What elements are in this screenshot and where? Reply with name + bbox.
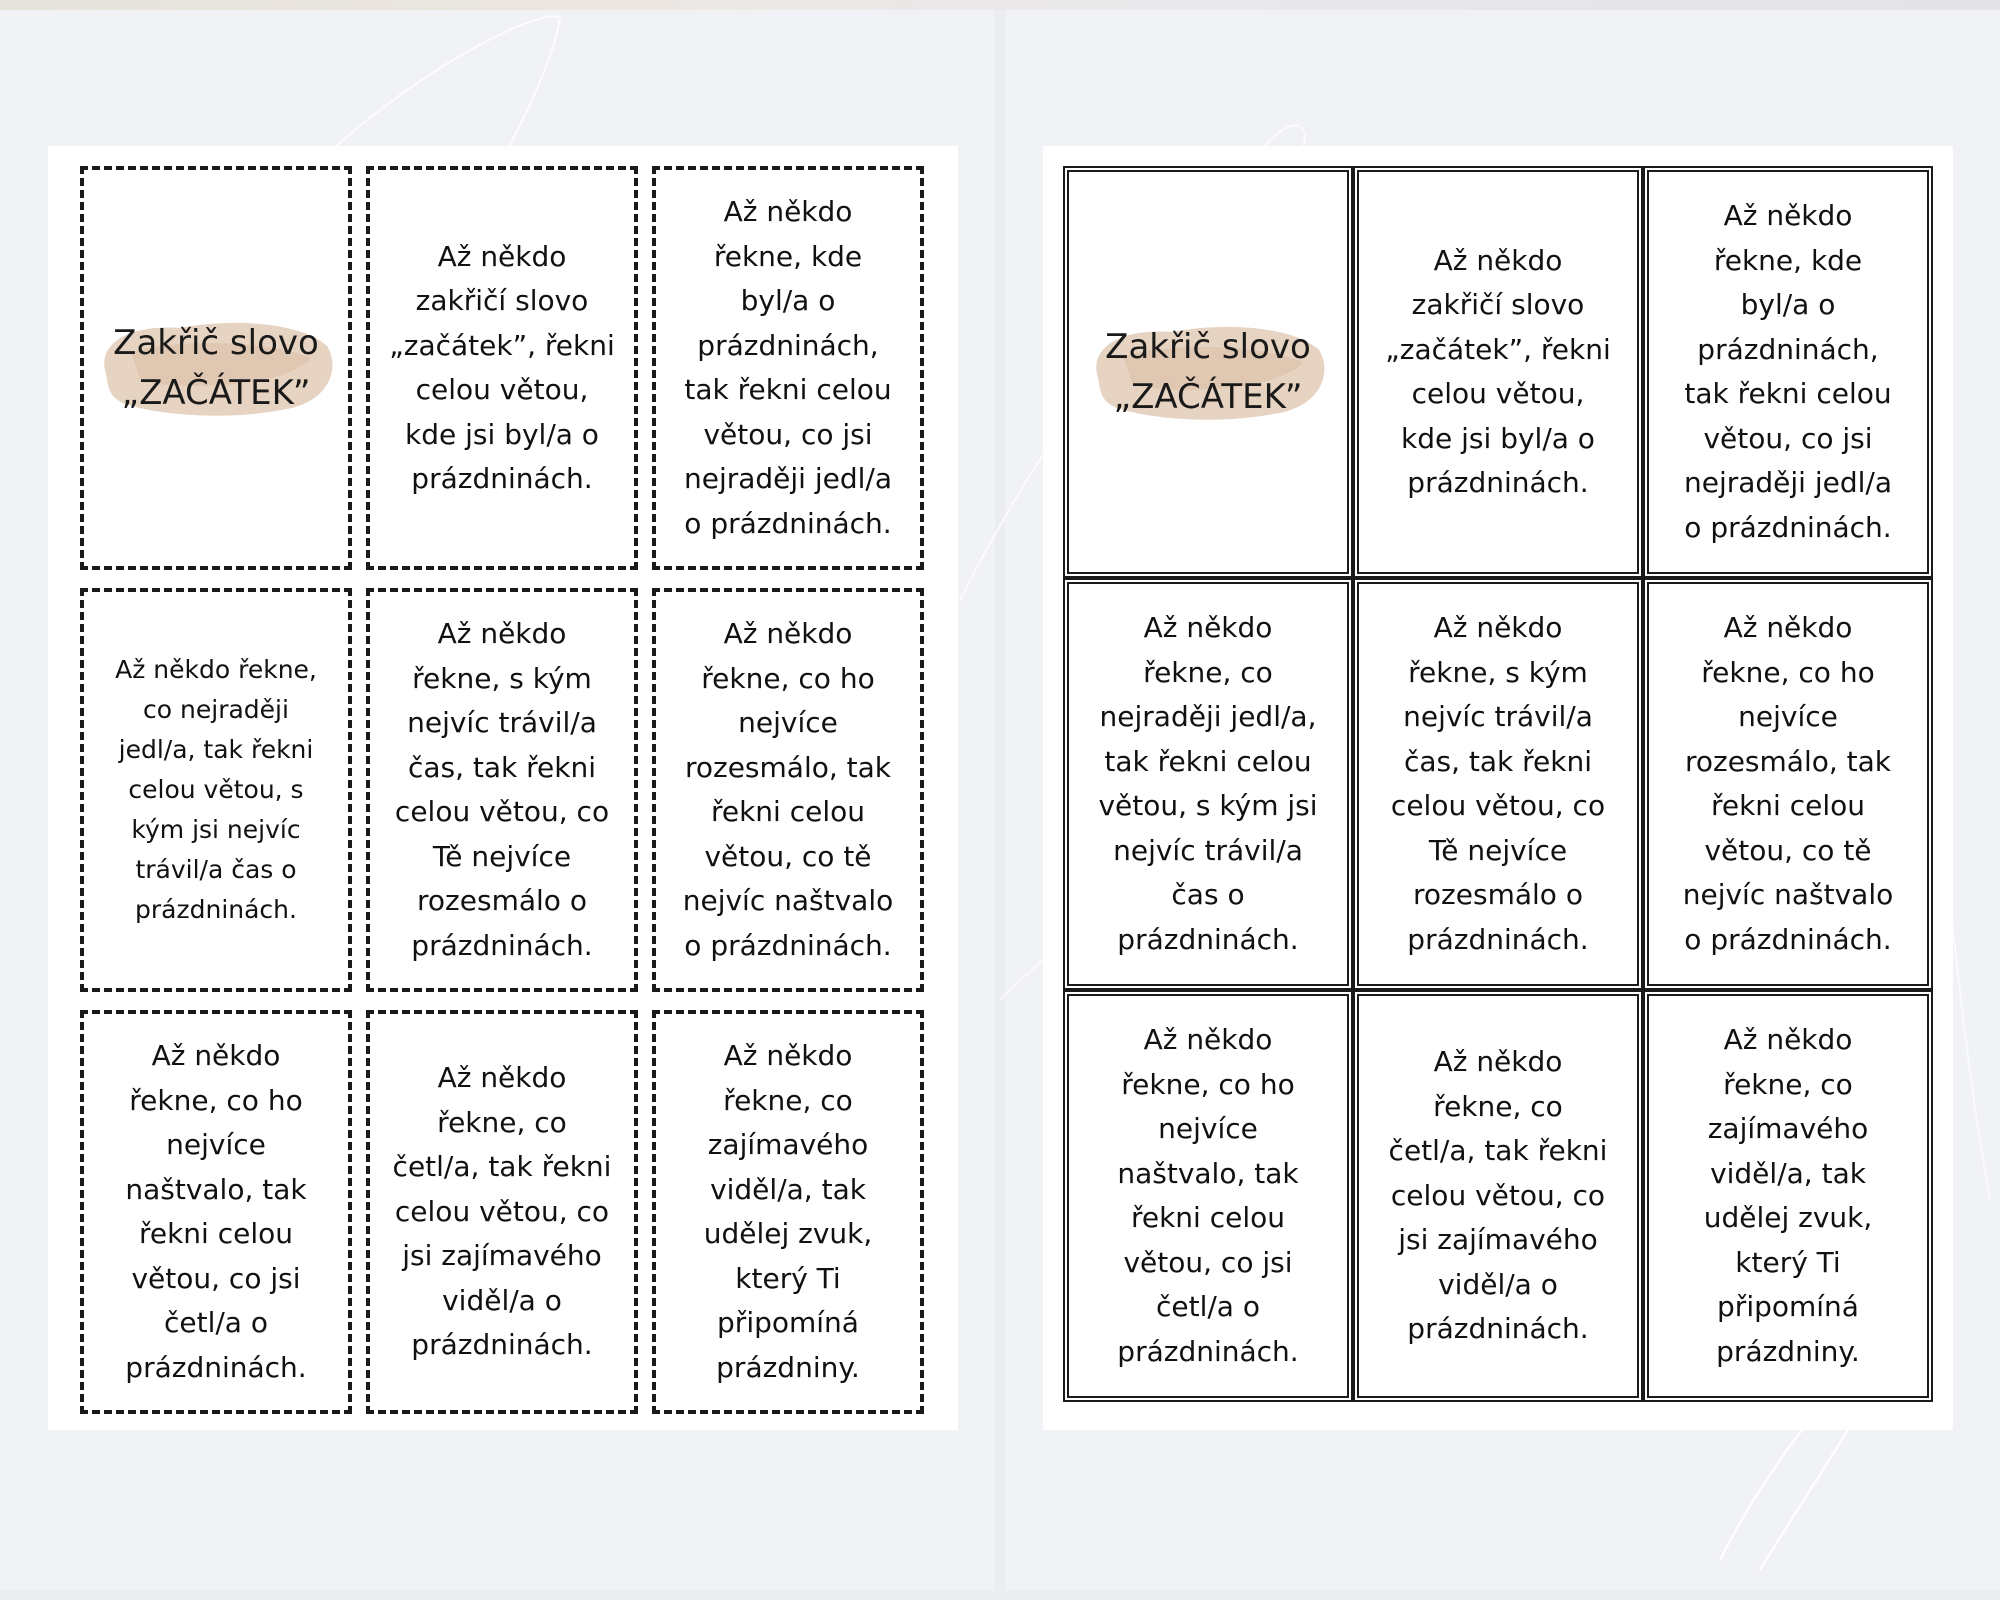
card-text: Až někdo řekne, co nejraději jedl/a, tak řekni celou větou, s kým jsi nejvíc trávil/a čas o prázdninách. (115, 655, 317, 924)
card-5 (1643, 578, 1933, 990)
card-text: Až někdo řekne, co četl/a, tak řekni celou větou, co jsi zajímavého viděl/a o prázdninách. (1388, 1045, 1608, 1346)
card-text: Až někdo řekne, kde byl/a o prázdninách, tak řekni celou větou, co jsi nejraději jedl/a o prázdninách. (1683, 199, 1893, 544)
title-line-2: „ZAČÁTEK” (121, 373, 311, 413)
card-1 (1353, 166, 1643, 578)
card-text: Až někdo řekne, kde byl/a o prázdninách, tak řekni celou větou, co jsi nejraději jedl/a o prázdninách. (683, 195, 893, 540)
sheet-dashed-cards (48, 146, 958, 1430)
card-7 (1353, 990, 1643, 1402)
card-7 (366, 1010, 638, 1414)
sheet-solid-cards (1043, 146, 1953, 1430)
card-6 (1063, 990, 1353, 1402)
title-lines (113, 318, 319, 418)
card-text: Až někdo řekne, co ho nejvíce rozesmálo, tak řekni celou větou, co tě nejvíc naštvalo o prázdninách. (682, 617, 894, 962)
card-4 (366, 588, 638, 992)
card-text: Až někdo řekne, co ho nejvíce rozesmálo, tak řekni celou větou, co tě nejvíc naštvalo o prázdninách. (1682, 611, 1894, 956)
title-lines (1105, 322, 1311, 422)
card-5 (652, 588, 924, 992)
card-text: Až někdo řekne, co četl/a, tak řekni celou větou, co jsi zajímavého viděl/a o prázdninách. (392, 1061, 612, 1362)
title-line-1: Zakřič slovo (113, 323, 319, 363)
title-line-2: „ZAČÁTEK” (1113, 377, 1303, 417)
card-2 (652, 166, 924, 570)
card-title-zacatek (80, 166, 352, 570)
card-2 (1643, 166, 1933, 578)
title-line-1: Zakřič slovo (1105, 327, 1311, 367)
card-8 (1643, 990, 1933, 1402)
card-text: Až někdo řekne, co zajímavého viděl/a, tak udělej zvuk, který Ti připomíná prázdniny. (1703, 1023, 1873, 1368)
card-text: Až někdo řekne, co zajímavého viděl/a, tak udělej zvuk, který Ti připomíná prázdniny. (703, 1039, 873, 1384)
card-text: Až někdo řekne, s kým nejvíc trávil/a čas, tak řekni celou větou, co Tě nejvíce rozesmálo o prázdninách. (394, 617, 610, 962)
title-wrap (113, 318, 319, 418)
card-8 (652, 1010, 924, 1414)
card-text: Až někdo řekne, co ho nejvíce naštvalo, tak řekni celou větou, co jsi četl/a o prázdninách. (125, 1039, 307, 1384)
card-3 (1063, 578, 1353, 990)
card-title-zacatek (1063, 166, 1353, 578)
card-text: Až někdo zakřičí slovo „začátek”, řekni celou větou, kde jsi byl/a o prázdninách. (1385, 243, 1611, 499)
card-text: Až někdo zakřičí slovo „začátek”, řekni celou větou, kde jsi byl/a o prázdninách. (389, 239, 615, 495)
card-grid-dashed (80, 166, 924, 1414)
card-grid-solid (1063, 166, 1933, 1402)
top-strip (0, 0, 2000, 10)
title-wrap (1105, 322, 1311, 422)
card-3 (80, 588, 352, 992)
card-1 (366, 166, 638, 570)
card-text: Až někdo řekne, co nejraději jedl/a, tak řekni celou větou, s kým jsi nejvíc trávil/a čas o prázdninách. (1098, 611, 1318, 956)
card-text: Až někdo řekne, s kým nejvíc trávil/a čas, tak řekni celou větou, co Tě nejvíce rozesmálo o prázdninách. (1390, 611, 1606, 956)
card-text: Až někdo řekne, co ho nejvíce naštvalo, tak řekni celou větou, co jsi četl/a o prázdninách. (1117, 1023, 1299, 1368)
card-6 (80, 1010, 352, 1414)
card-4 (1353, 578, 1643, 990)
